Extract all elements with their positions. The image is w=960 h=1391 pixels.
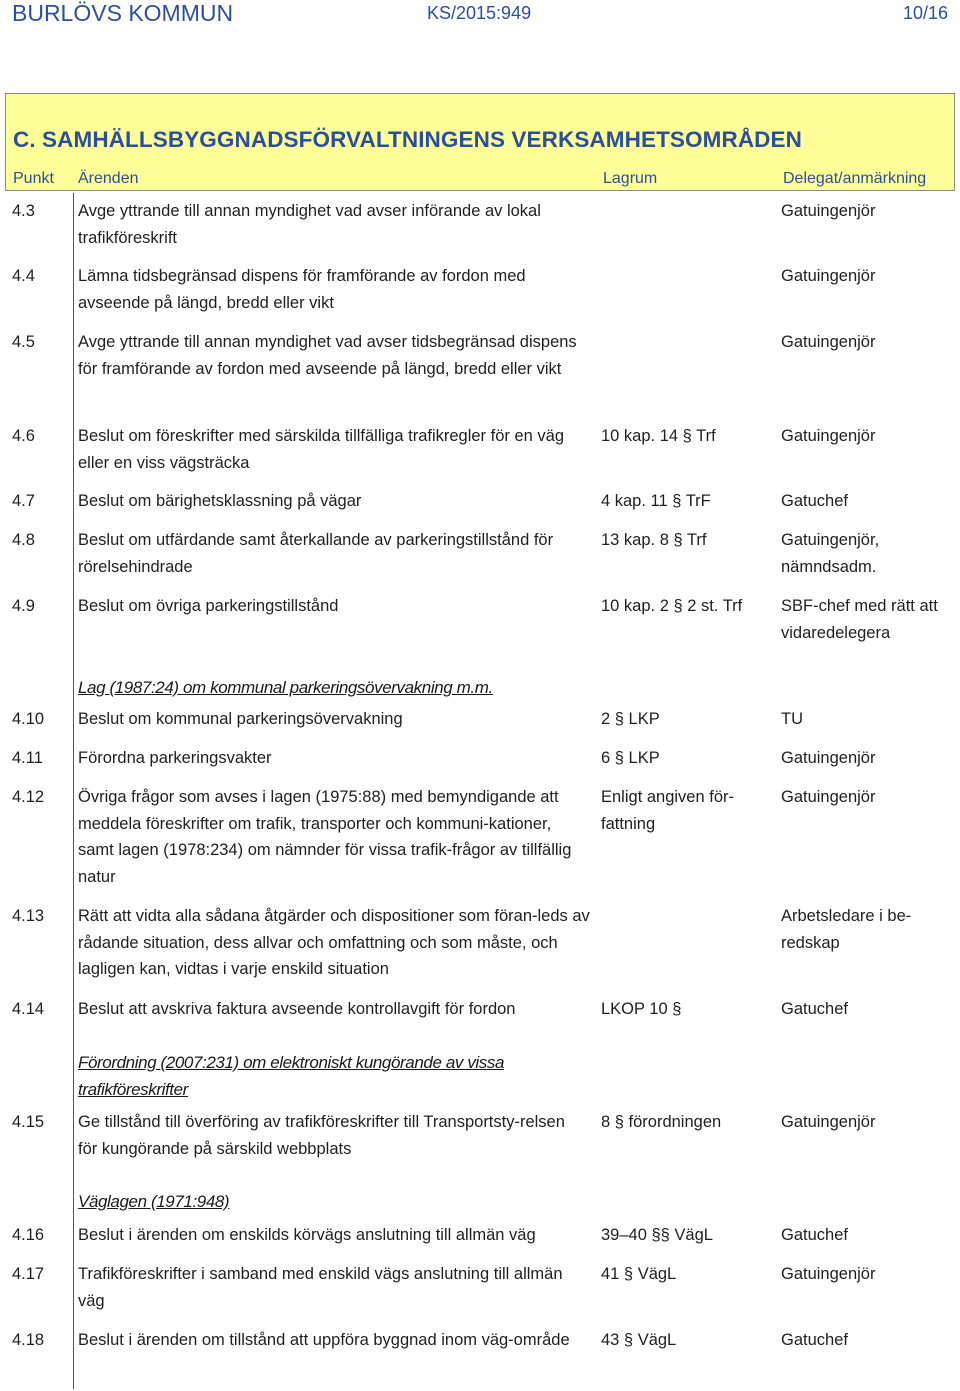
row-delegate: Gatuingenjör xyxy=(781,267,876,285)
row-delegate: Gatuchef xyxy=(781,492,848,510)
row-text: Beslut om utfärdande samt återkallande av parkeringstillstånd för rörelsehindrade xyxy=(78,531,554,576)
row-delegate: Gatuingenjör xyxy=(781,788,876,806)
row-text: Avge yttrande till annan myndighet vad avser tidsbegränsad dispens för framförande av fordon med avseende på längd, bredd eller vikt xyxy=(78,333,577,378)
row-delegate: Gatuingenjör, nämndsadm. xyxy=(781,531,880,576)
row-text: Beslut om bärighetsklassning på vägar xyxy=(78,492,362,510)
row-law: 6 § LKP xyxy=(601,749,660,767)
row-number: 4.5 xyxy=(12,333,35,351)
row-delegate: Gatuingenjör xyxy=(781,1265,876,1283)
row-number: 4.14 xyxy=(12,1000,45,1018)
row-number: 4.13 xyxy=(12,907,45,925)
row-law: Enligt angiven för-fattning xyxy=(601,788,734,833)
row-law: 43 § VägL xyxy=(601,1331,677,1349)
row-delegate: Gatuchef xyxy=(781,1331,848,1349)
subheading-lkp: Lag (1987:24) om kommunal parkeringsövervakning m.m. xyxy=(78,678,493,697)
row-delegate: Gatuingenjör xyxy=(781,749,876,767)
row-number: 4.10 xyxy=(12,710,45,728)
row-delegate: Gatuingenjör xyxy=(781,202,876,220)
row-text: Beslut om övriga parkeringstillstånd xyxy=(78,597,339,615)
row-number: 4.8 xyxy=(12,531,35,549)
row-number: 4.17 xyxy=(12,1265,45,1283)
row-number: 4.16 xyxy=(12,1226,45,1244)
column-header-lagrum: Lagrum xyxy=(603,170,658,187)
row-number: 4.12 xyxy=(12,788,45,806)
row-law: 10 kap. 2 § 2 st. Trf xyxy=(601,597,743,615)
kommun-name: BURLÖVS KOMMUN xyxy=(12,0,234,26)
row-delegate: Gatuchef xyxy=(781,1000,848,1018)
row-number: 4.4 xyxy=(12,267,35,285)
row-law: 41 § VägL xyxy=(601,1265,677,1283)
column-header-delegat: Delegat/anmärkning xyxy=(783,170,927,187)
row-text: Lämna tidsbegränsad dispens för framförande av fordon med avseende på längd, bredd eller vikt xyxy=(78,267,526,312)
row-number: 4.18 xyxy=(12,1331,45,1349)
row-text: Beslut om föreskrifter med särskilda tillfälliga trafikregler för en väg eller en viss vägsträcka xyxy=(78,427,565,472)
row-number: 4.15 xyxy=(12,1113,45,1131)
row-law: 8 § förordningen xyxy=(601,1113,722,1131)
row-number: 4.6 xyxy=(12,427,35,445)
row-law: 10 kap. 14 § Trf xyxy=(601,427,716,445)
row-law: LKOP 10 § xyxy=(601,1000,682,1018)
row-law: 4 kap. 11 § TrF xyxy=(601,492,711,510)
row-text: Ge tillstånd till överföring av trafikföreskrifter till Transportsty-relsen för kungörande på särskild webbplats xyxy=(78,1113,565,1158)
row-text: Beslut att avskriva faktura avseende kontrollavgift för fordon xyxy=(78,1000,516,1018)
row-text: Avge yttrande till annan myndighet vad avser införande av lokal trafikföreskrift xyxy=(78,202,541,247)
row-text: Övriga frågor som avses i lagen (1975:88) med bemyndigande att meddela föreskrifter om trafik, transporter och kommuni-kationer, samt lagen (1978:234) om nämnder för vissa trafik-frågor av tillfällig natur xyxy=(78,788,572,886)
row-number: 4.7 xyxy=(12,492,35,510)
page-header xyxy=(0,0,960,32)
row-delegate: Gatuingenjör xyxy=(781,1113,876,1131)
column-header-punkt: Punkt xyxy=(13,170,54,187)
row-delegate: Arbetsledare i be-redskap xyxy=(781,907,912,952)
row-delegate: Gatuchef xyxy=(781,1226,848,1244)
row-text: Beslut om kommunal parkeringsövervakning xyxy=(78,710,403,728)
section-title: C. SAMHÄLLSBYGGNADSFÖRVALTNINGENS VERKSAMHETSOMRÅDEN xyxy=(13,127,802,152)
row-law: 2 § LKP xyxy=(601,710,660,728)
column-divider xyxy=(73,193,74,1389)
row-number: 4.11 xyxy=(12,749,43,767)
row-delegate: TU xyxy=(781,710,803,728)
row-number: 4.3 xyxy=(12,202,35,220)
subheading-vaglagen: Väglagen (1971:948) xyxy=(78,1192,230,1211)
row-delegate: Gatuingenjör xyxy=(781,427,876,445)
row-number: 4.9 xyxy=(12,597,35,615)
row-text: Rätt att vidta alla sådana åtgärder och dispositioner som föran-leds av rådande situation, dess allvar och omfattning och som måste, och lagligen kan, vidtas i varje enskild situation xyxy=(78,907,590,978)
row-text: Beslut i ärenden om enskilds körvägs anslutning till allmän väg xyxy=(78,1226,536,1244)
section-header-box xyxy=(5,93,955,191)
row-text: Trafikföreskrifter i samband med enskild vägs anslutning till allmän väg xyxy=(78,1265,563,1310)
row-delegate: Gatuingenjör xyxy=(781,333,876,351)
row-text: Förordna parkeringsvakter xyxy=(78,749,272,767)
row-law: 13 kap. 8 § Trf xyxy=(601,531,707,549)
page-number: 10/16 xyxy=(902,3,948,23)
row-text: Beslut i ärenden om tillstånd att uppföra byggnad inom väg-område xyxy=(78,1331,570,1349)
subheading-forordning: Förordning (2007:231) om elektroniskt kungörande av vissa trafikföreskrifter xyxy=(78,1053,505,1099)
row-delegate: SBF-chef med rätt att vidaredelegera xyxy=(781,597,938,642)
column-header-arenden: Ärenden xyxy=(78,170,139,187)
diarienummer: KS/2015:949 xyxy=(427,3,532,23)
row-law: 39–40 §§ VägL xyxy=(601,1226,713,1244)
